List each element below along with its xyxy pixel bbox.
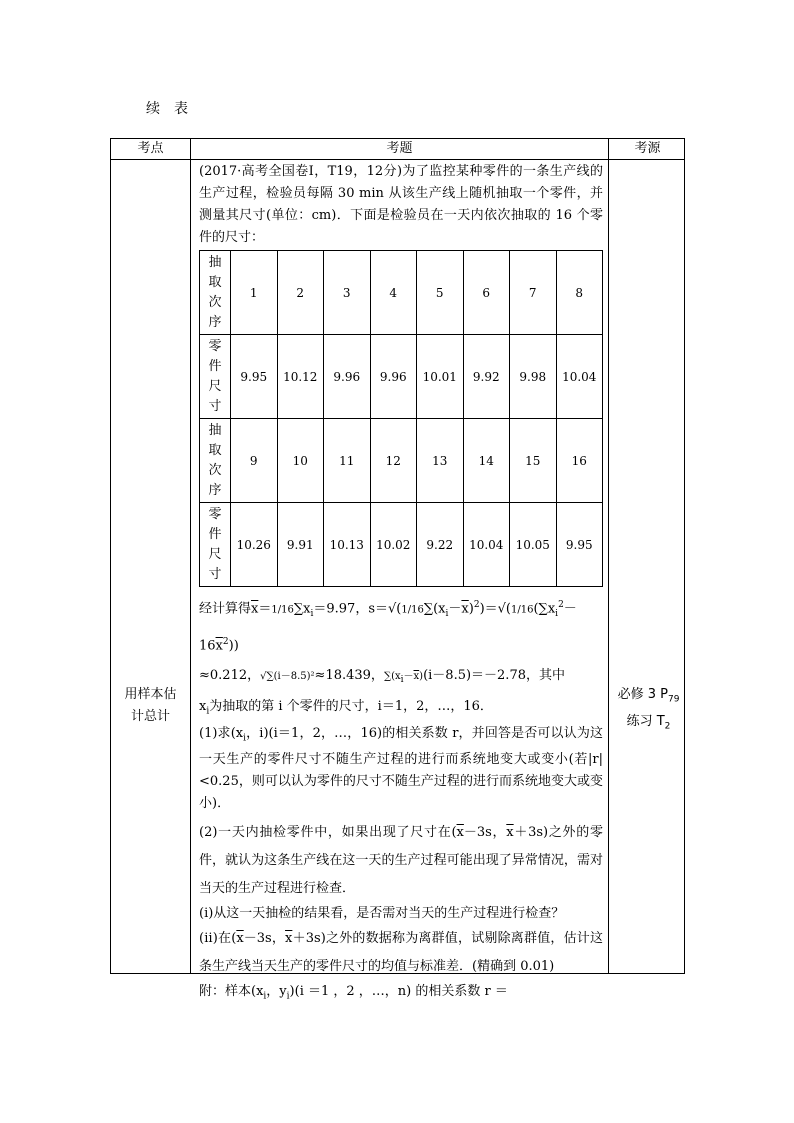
table-cell: 10 xyxy=(277,419,324,503)
table-cell: 5 xyxy=(417,251,464,335)
formula-sums: ≈0.212，√∑(i－8.5)²≈18.439，$\sum(xi-\overline{x})(i-8.5)=-2.78$，其中 xyxy=(199,668,565,686)
source-line-2 xyxy=(611,711,686,738)
table-cell: 10.13 xyxy=(324,503,371,587)
question-2: (2)一天内抽检零件中，如果出现了尺寸在($\overline{x}-3s$，$\overline{x}+3s$)之外的零件，就认为这条生产线在这一天的生产过程可能出现了异常情况，需对当天的生产过程进行检查． xyxy=(199,825,604,897)
table-row xyxy=(200,251,603,335)
topic-cell xyxy=(111,684,190,728)
exam-table xyxy=(110,138,685,1003)
table-cell: 11 xyxy=(324,419,371,503)
question-2-i: (ⅰ)从这一天抽检的结果看，是否需对当天的生产过程进行检查？ xyxy=(199,906,565,922)
table-cell: 14 xyxy=(463,419,510,503)
table-cell: 13 xyxy=(417,419,464,503)
table-cell: 10.01 xyxy=(417,335,464,419)
column-divider xyxy=(608,139,609,973)
question-2-ii: (ⅱ)在($\overline{x}-3s$，$\overline{x}+3s$)之外的数据称为离群值，试剔除离群值，估计这条生产线当天生产的零件尺寸的均值与标准差．(精确到 0.01) xyxy=(199,931,603,975)
source-cell xyxy=(611,684,686,737)
table-cell: 7 xyxy=(510,251,557,335)
calc-covariance: (i－8.5)＝－2.78，其中 xyxy=(423,668,565,684)
table-cell: 2 xyxy=(277,251,324,335)
header-topic: 考点 xyxy=(137,141,164,156)
table-cell: 10.26 xyxy=(231,503,278,587)
table-row xyxy=(200,335,603,419)
topic-line-1: 用样本估 xyxy=(124,687,177,702)
table-cell: 4 xyxy=(370,251,417,335)
source-exercise: 练习 T xyxy=(626,713,665,729)
calc-sum-sq-value: ≈18.439， xyxy=(314,668,384,684)
continued-char-1: 续 xyxy=(146,101,160,117)
table-cell: 10.12 xyxy=(277,335,324,419)
source-line-1 xyxy=(611,684,686,711)
table-cell: 9.95 xyxy=(231,335,278,419)
table-cell: 10.04 xyxy=(556,335,603,419)
source-page: 79 xyxy=(667,694,680,705)
table-row xyxy=(200,419,603,503)
table-cell: 9.98 xyxy=(510,335,557,419)
question-content xyxy=(199,161,603,1008)
table-cell: 8 xyxy=(556,251,603,335)
table-cell: 15 xyxy=(510,419,557,503)
row-label-order: 抽取次序 xyxy=(200,419,231,503)
table-cell: 9.22 xyxy=(417,503,464,587)
calc-prefix: 经计算得 xyxy=(199,601,252,617)
table-cell: 9.96 xyxy=(324,335,371,419)
table-cell: 6 xyxy=(463,251,510,335)
header-source: 考源 xyxy=(634,141,661,156)
table-cell: 10.04 xyxy=(463,503,510,587)
source-book: 必修 3 P xyxy=(617,687,668,702)
source-exercise-no: 2 xyxy=(664,721,671,732)
continued-char-2: 表 xyxy=(174,101,188,117)
xi-definition: $x_i$为抽取的第 i 个零件的尺寸，i＝1，2，…，16． xyxy=(199,699,493,717)
table-cell: 9.96 xyxy=(370,335,417,419)
topic-line-2: 计总计 xyxy=(130,709,170,724)
table-cell: 1 xyxy=(231,251,278,335)
calc-s-value: ≈0.212， xyxy=(199,668,261,684)
header-question: 考题 xyxy=(386,141,413,156)
calc-mean-value: 9.97 xyxy=(326,601,356,617)
table-row xyxy=(200,503,603,587)
row-label-size: 零件尺寸 xyxy=(200,503,231,587)
table-cell: 9.95 xyxy=(556,503,603,587)
table-cell: 10.02 xyxy=(370,503,417,587)
column-divider xyxy=(190,139,191,973)
row-label-order: 抽取次序 xyxy=(200,251,231,335)
table-cell: 3 xyxy=(324,251,371,335)
table-cell: 9.91 xyxy=(277,503,324,587)
formula-mean-std: 经计算得$\overline{x}=1/16\sum x_i=9.97$，$s=√(1/16\sum(x_i-\overline{x})^2)=√(1/16(\sum x_i^2-16\overline{x}^2))$ xyxy=(199,600,577,654)
table-cell: 9.92 xyxy=(463,335,510,419)
table-cell: 12 xyxy=(370,419,417,503)
problem-intro: (2017·高考全国卷Ⅰ，T19，12分)为了监控某种零件的一条生产线的生产过程，检验员每隔 30 min 从该生产线上随机抽取一个零件，并测量其尺寸(单位：cm)．下面是检验员在一天内依次抽取的 16 个零件的尺寸： xyxy=(199,164,603,245)
continued-table-label xyxy=(146,98,202,118)
table-cell: 16 xyxy=(556,419,603,503)
measurement-table xyxy=(199,250,603,587)
appendix-note: 附：样本($x_i$，$y_i)(i =1$ ，2 ，…，n) 的相关系数 r ＝ xyxy=(199,984,508,1003)
table-cell: 9 xyxy=(231,419,278,503)
x-bar-symbol: $\overline{x}$ xyxy=(251,601,259,617)
question-1: (1)求($x_i$，i)(i＝1，2，…，16)的相关系数 r，并回答是否可以认为这一天生产的零件尺寸不随生产过程的进行而系统地变大或变小(若|r|<0.25，则可以认为零件的尺寸不随生产过程的进行而系统地变大或变小)． xyxy=(199,725,603,812)
row-label-size: 零件尺寸 xyxy=(200,335,231,419)
table-cell: 10.05 xyxy=(510,503,557,587)
